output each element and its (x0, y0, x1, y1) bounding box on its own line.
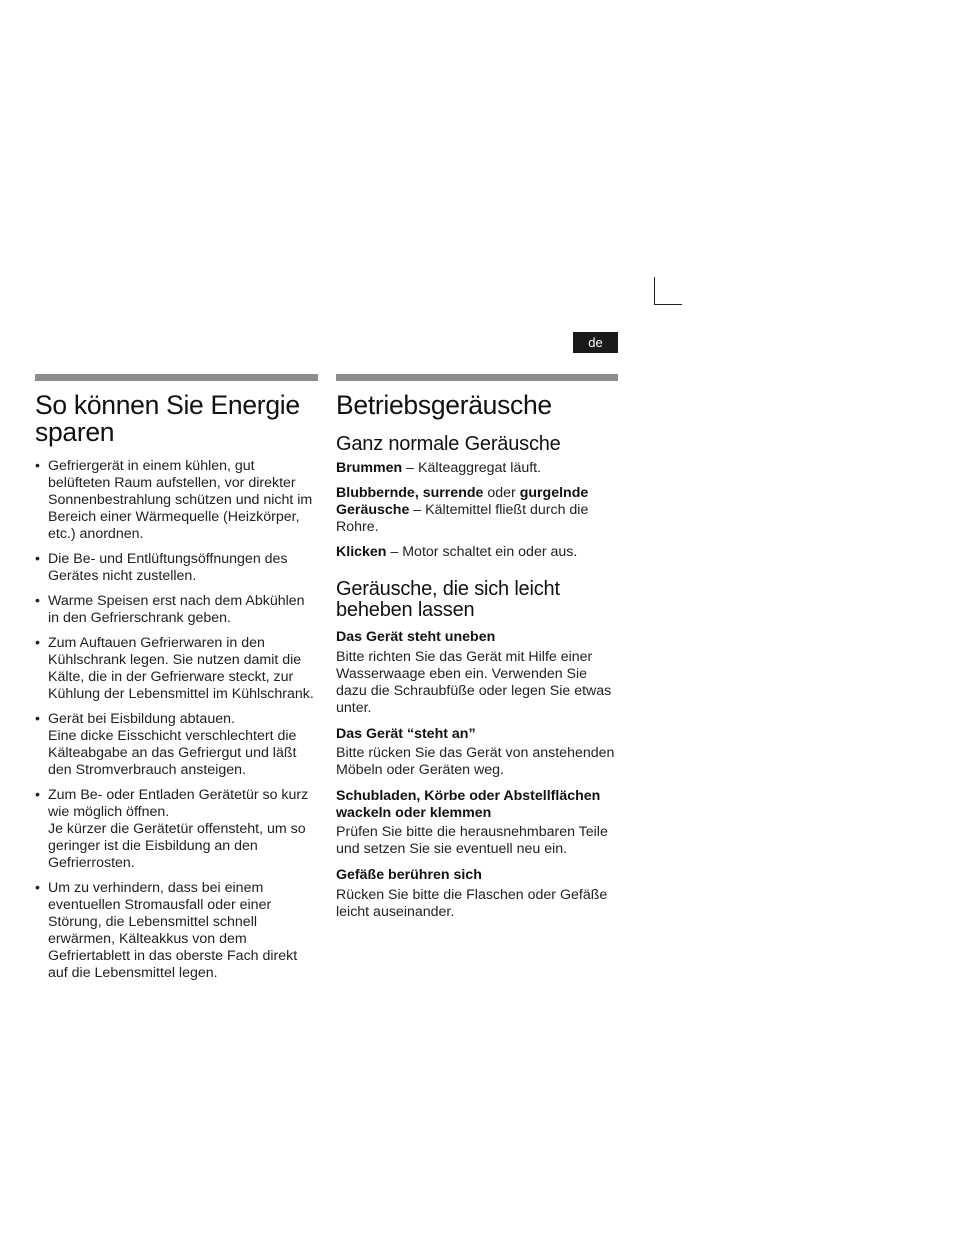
energy-saving-section (35, 374, 318, 990)
drawers-title: Schubladen, Körbe oder Abstellflächen wackeln oder klemmen (336, 788, 601, 821)
list-item (35, 880, 318, 982)
list-item (35, 711, 318, 779)
normal-noises-heading: Ganz normale Geräusche (336, 433, 561, 455)
containers-body: Rücken Sie bitte die Flaschen oder Gefäße leicht auseinander. (336, 886, 608, 920)
brummen-text: – Kälteaggregat läuft. (402, 460, 542, 476)
touching-body: Bitte rücken Sie das Gerät von anstehenden Möbeln oder Geräten weg. (336, 745, 615, 778)
uneven-body: Bitte richten Sie das Gerät mit Hilfe einer Wasserwaage eben ein. Verwenden Sie dazu die Schraubfüße oder legen Sie etwas unter. (336, 648, 612, 716)
crop-mark (654, 277, 682, 305)
list-item (35, 458, 318, 543)
list-item-text: Um zu verhindern, dass bei einem eventuellen Stromausfall oder einer Störung, die Lebensmittel schnell erwärmen, Kälteakkus von dem Gefriertablett in das oberste Fach direkt auf die Lebensmittel legen. (48, 880, 298, 981)
language-badge: de (573, 332, 618, 353)
list-item-text: Zum Be- oder Entladen Gerätetür so kurz wie möglich öffnen. (48, 787, 309, 820)
containers-title: Gefäße berühren sich (336, 867, 482, 883)
blubbern-text: – Kältemittel fließt durch die Rohre. (336, 502, 589, 535)
list-item-text: Gerät bei Eisbildung abtauen. (48, 711, 235, 727)
operating-noises-heading: Betriebsgeräusche (336, 390, 552, 420)
gurgeln-label: gurgelnde Geräusche (336, 485, 589, 518)
blubbern-paragraph (336, 485, 618, 536)
fixable-noises-heading: Geräusche, die sich leicht beheben lassen (336, 578, 560, 621)
bullet-icon: • (35, 593, 40, 609)
section-bar (336, 374, 618, 381)
touching-title: Das Gerät “steht an” (336, 725, 476, 742)
list-item (35, 635, 318, 703)
section-bar (35, 374, 318, 381)
operating-noises-section (336, 374, 618, 921)
list-item (35, 593, 318, 627)
energy-tips-list (35, 458, 318, 982)
list-item-subtext: Eine dicke Eisschicht verschlechtert die Kälteabgabe an das Gefriergut und läßt den Stromverbrauch ansteigen. (48, 728, 297, 778)
brummen-label: Brummen (336, 460, 403, 476)
blubbern-label: Blubbernde, surrende (336, 485, 484, 501)
brummen-paragraph (336, 460, 618, 477)
list-item-text: Die Be- und Entlüftungsöffnungen des Gerätes nicht zustellen. (48, 551, 288, 584)
klicken-label: Klicken (336, 544, 387, 560)
bullet-icon: • (35, 711, 40, 727)
list-item (35, 551, 318, 585)
energy-saving-heading: So können Sie Energie sparen (35, 390, 300, 447)
uneven-title: Das Gerät steht uneben (336, 629, 496, 645)
list-item (35, 787, 318, 872)
list-item-subtext: Je kürzer die Gerätetür offensteht, um so geringer ist die Eisbildung an den Gefrierrosten. (48, 821, 306, 871)
bullet-icon: • (35, 787, 40, 803)
list-item-text: Warme Speisen erst nach dem Abkühlen in den Gefrierschrank geben. (48, 593, 305, 626)
list-item-text: Gefriergerät in einem kühlen, gut belüfteten Raum aufstellen, vor direkter Sonnenbestrahlung schützen und nicht im Bereich einer Wärmequelle (Heizkörper, etc.) anordnen. (48, 458, 313, 542)
bullet-icon: • (35, 551, 40, 567)
list-item-text: Zum Auftauen Gefrierwaren in den Kühlschrank legen. Sie nutzen damit die Kälte, die in der Gefrierware steckt, zur Kühlung der Lebensmittel im Kühlschrank. (48, 635, 314, 702)
bullet-icon: • (35, 458, 40, 474)
bullet-icon: • (35, 880, 40, 896)
klicken-text: – Motor schaltet ein oder aus. (386, 544, 578, 560)
bullet-icon: • (35, 635, 40, 651)
blubbern-or: oder (483, 485, 520, 501)
klicken-paragraph (336, 544, 618, 561)
drawers-body: Prüfen Sie bitte die herausnehmbaren Teile und setzen Sie sie eventuell neu ein. (336, 824, 608, 857)
